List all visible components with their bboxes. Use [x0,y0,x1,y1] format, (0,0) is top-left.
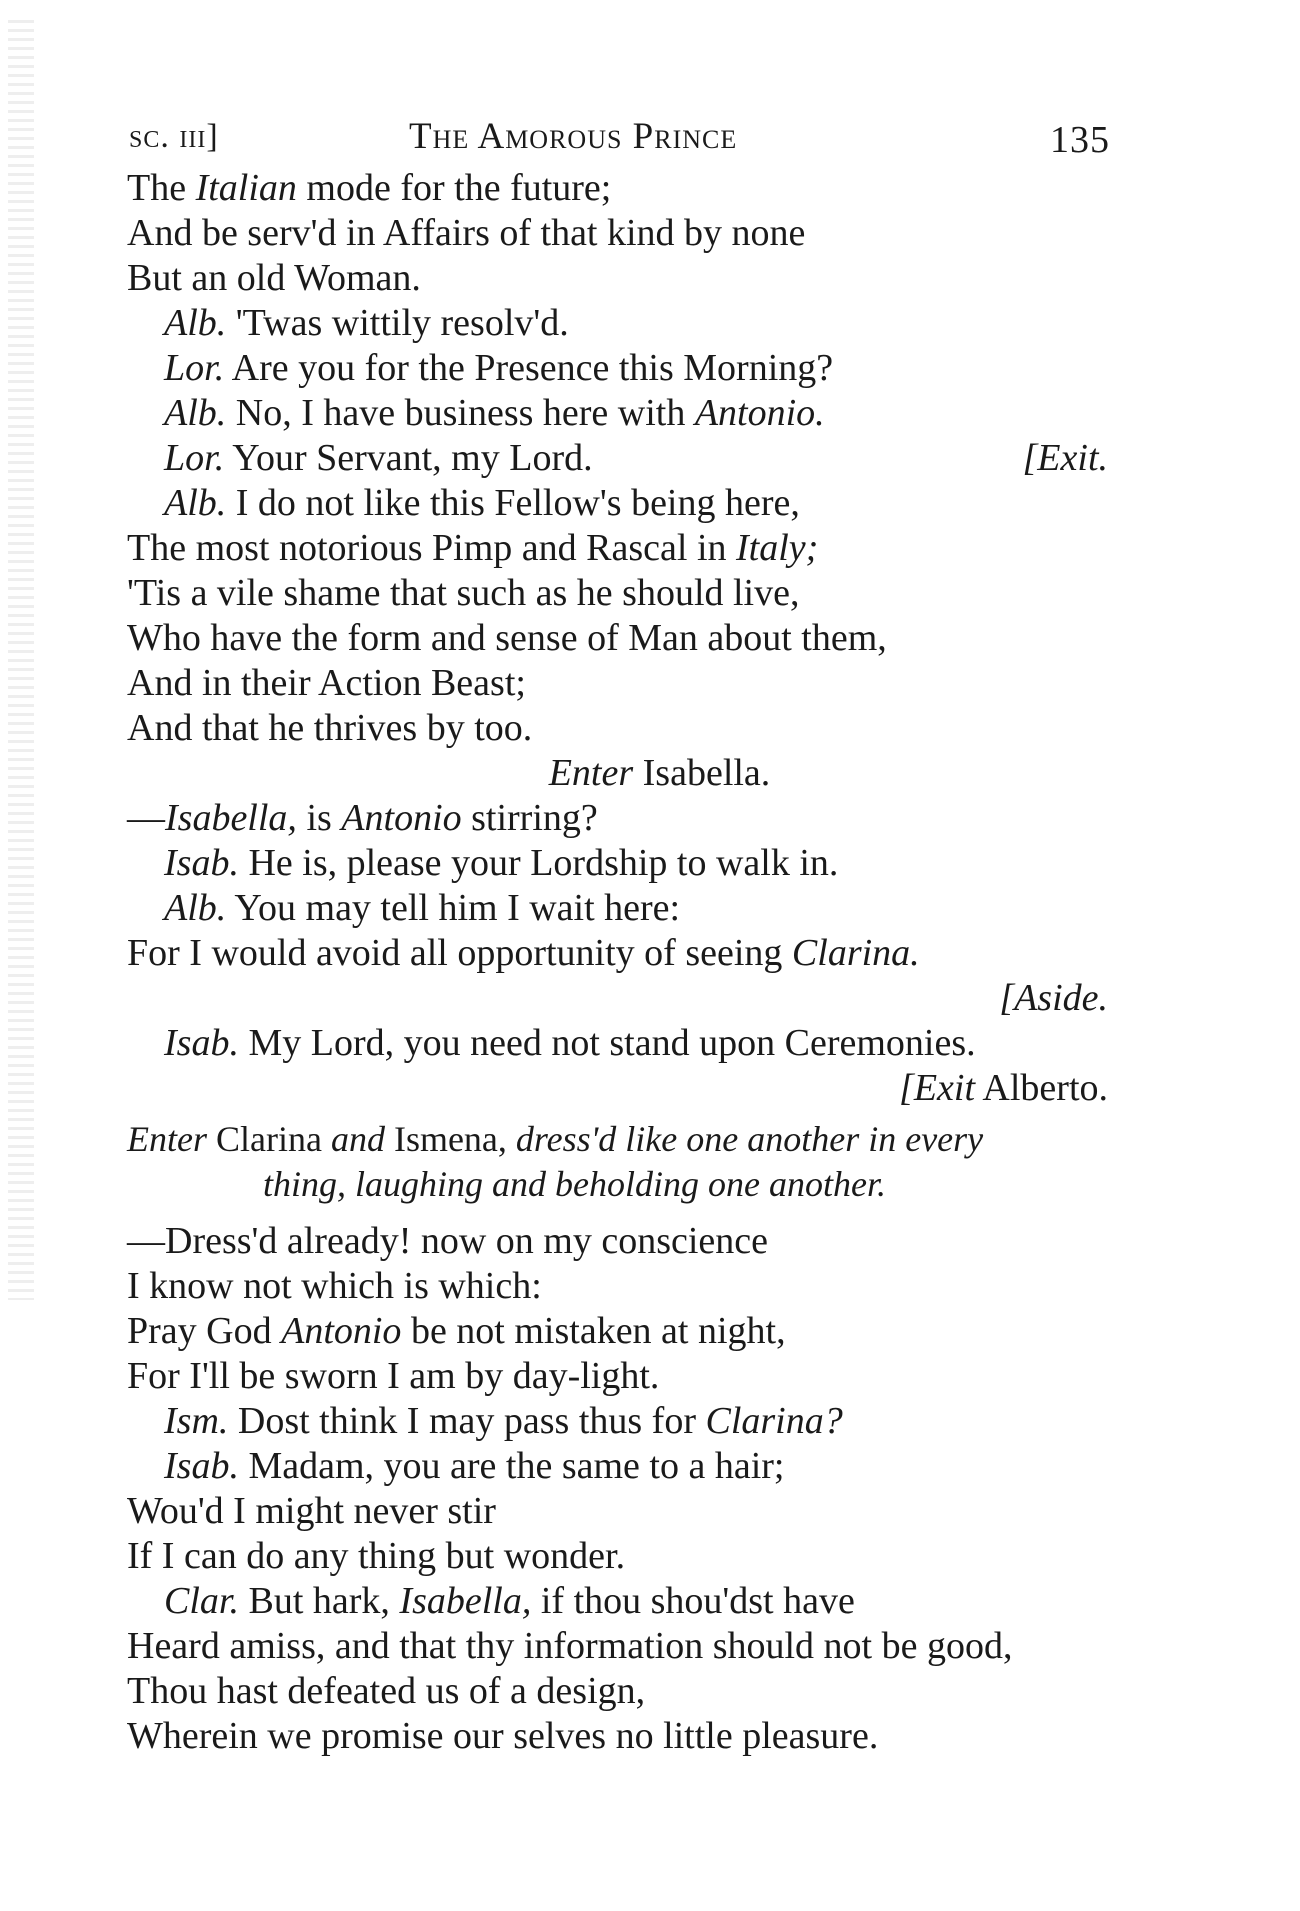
speech-line: Alb. You may tell him I wait here: [164,887,681,929]
speaker-name: Lor. [164,347,225,389]
speaker-name: Alb. [164,887,227,929]
speaker-name: Lor. [164,437,225,479]
speech-line: —Dress'd already! now on my conscience [127,1220,769,1262]
speaker-name: Alb. [164,302,227,344]
verse-line: For I would avoid all opportunity of seeing Clarina. [127,932,920,974]
speech-line: Lor. Are you for the Presence this Morning? [164,347,834,389]
verse-line: Thou hast defeated us of a design, [127,1670,646,1712]
speech-line: Clar. But hark, Isabella, if thou shou'dst have [164,1580,855,1622]
verse-line: 'Tis a vile shame that such as he should live, [127,572,800,614]
speech-line: Ism. Dost think I may pass thus for Clarina? [164,1400,843,1442]
stage-direction-aside: [Aside. [999,977,1108,1019]
verse-line: But an old Woman. [127,257,421,299]
speech-line: Alb. I do not like this Fellow's being here, [164,482,800,524]
speech-line: Isab. Madam, you are the same to a hair; [164,1445,785,1487]
speech-line: Alb. No, I have business here with Antonio. [164,392,825,434]
stage-direction-enter: Enter Isabella. [548,752,771,794]
page-number: 135 [1050,119,1110,161]
verse-line: If I can do any thing but wonder. [127,1535,626,1577]
speaker-name: Clar. [164,1580,239,1622]
verse-line: Wherein we promise our selves no little pleasure. [127,1715,879,1757]
scene-marker: sc. iii] [129,118,219,155]
stage-direction-exit: [Exit. [1022,437,1108,479]
speaker-name: Isab. [164,842,239,884]
verse-line: The most notorious Pimp and Rascal in Italy; [127,527,819,569]
speech-line: Isab. He is, please your Lordship to walk in. [164,842,839,884]
speaker-name: Alb. [164,392,227,434]
stage-direction-continued: thing, laughing and beholding one another. [263,1164,886,1204]
stage-direction-enter-clarina: Enter Clarina and Ismena, dress'd like one another in every [127,1119,984,1159]
verse-line: For I'll be sworn I am by day-light. [127,1355,660,1397]
running-header [127,114,1110,162]
speaker-name: Isab. [164,1022,239,1064]
speech-line: Alb. 'Twas wittily resolv'd. [164,302,569,344]
speaker-name: Isab. [164,1445,239,1487]
verse-line: And be serv'd in Affairs of that kind by none [127,212,806,254]
speech-line: —Isabella, is Antonio stirring? [127,797,598,839]
verse-line: Pray God Antonio be not mistaken at night, [127,1310,786,1352]
stage-direction-exit-alberto: [Exit Alberto. [899,1067,1108,1109]
book-page [127,114,1110,1759]
verse-line: The Italian mode for the future; [127,167,612,209]
running-title: The Amorous Prince [409,116,738,157]
speaker-name: Ism. [164,1400,229,1442]
verse-line: And that he thrives by too. [127,707,533,749]
scan-edge-artifact [8,20,34,1300]
verse-line: Heard amiss, and that thy information should not be good, [127,1625,1013,1667]
verse-line: And in their Action Beast; [127,662,526,704]
speech-line: Isab. My Lord, you need not stand upon Ceremonies. [164,1022,976,1064]
speaker-name: Alb. [164,482,227,524]
verse-line: Who have the form and sense of Man about them, [127,617,887,659]
verse-line: Wou'd I might never stir [127,1490,496,1532]
verse-line: I know not which is which: [127,1265,542,1307]
speech-line: Lor. Your Servant, my Lord. [Exit. [164,437,1108,479]
